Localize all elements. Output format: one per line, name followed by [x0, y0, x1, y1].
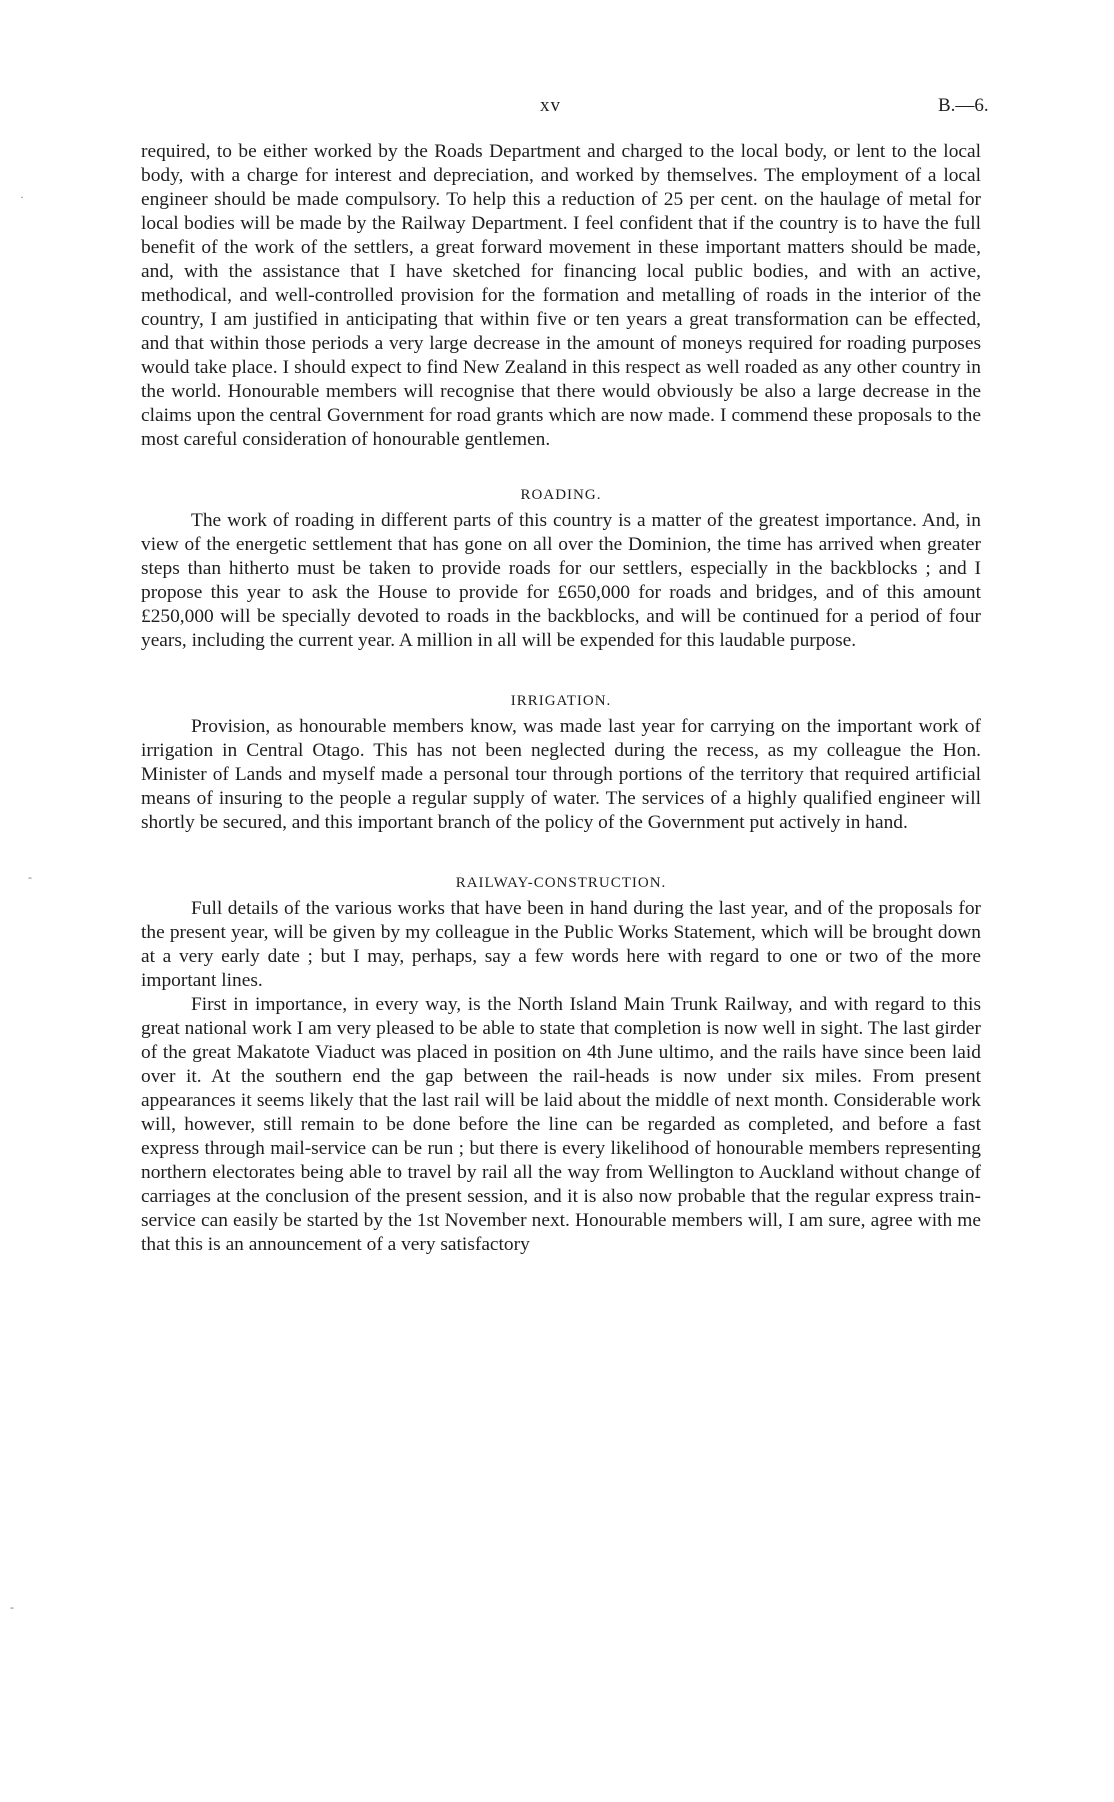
document-body — [141, 140, 981, 1257]
page-header — [0, 95, 1114, 125]
scan-mark: · — [20, 190, 24, 204]
document-reference: B.—6. — [938, 95, 989, 116]
paragraph-railway-details: Full details of the various works that have been in hand during the last year, and of the proposals for the present year, will be given by my colleague in the Public Works Statement, which will be brought down at a very early date ; but I may, perhaps, say a few words here with regard to one or two of the more important lines. — [141, 898, 981, 991]
paragraph-irrigation: Provision, as honourable members know, was made last year for carrying on the important work of irrigation in Central Otago. This has not been neglected during the recess, as my colleague the Hon. Minister of Lands and myself made a personal tour through portions of the territory that required artificial means of insuring to the people a regular supply of water. The services of a highly qualified engineer will shortly be secured, and this important branch of the policy of the Government put actively in hand. — [141, 716, 981, 833]
paragraph-main-trunk: First in importance, in every way, is the North Island Main Trunk Railway, and with regard to this great national work I am very pleased to be able to state that completion is now well in sight. The last girder of the great Makatote Viaduct was placed in position on 4th June ultimo, and the rails have since been laid over it. At the southern end the gap between the rail-heads is now under six miles. From present appearances it seems likely that the last rail will be laid about the middle of next month. Considerable work will, however, still remain to be done before the line can be regarded as completed, and before a fast express through mail-service can be run ; but there is every likelihood of honourable members representing northern electorates being able to travel by rail all the way from Wellington to Auckland without change of carriages at the conclusion of the present session, and it is also now probable that the regular express train-service can easily be started by the 1st November next. Honourable members will, I am sure, agree with me that this is an announcement of a very satisfactory — [141, 994, 981, 1255]
heading-roading: ROADING. — [520, 487, 602, 503]
heading-irrigation: IRRIGATION. — [510, 693, 612, 709]
scan-mark: - — [10, 1600, 14, 1614]
scan-mark: - — [28, 870, 32, 884]
page-number: xv — [540, 95, 561, 116]
paragraph-roading: The work of roading in different parts of this country is a matter of the greatest importance. And, in view of the energetic settlement that has gone on all over the Dominion, the time has arrived when greater steps than hitherto must be taken to provide roads for our settlers, especially in the backblocks ; and I propose this year to ask the House to provide for £650,000 for roads and bridges, and of this amount £250,000 will be specially devoted to roads in the backblocks, and will be continued for a period of four years, including the current year. A million in all will be expended for this laudable purpose. — [141, 510, 981, 651]
heading-railway-construction: RAILWAY-CONSTRUCTION. — [455, 875, 667, 891]
paragraph-continuation: required, to be either worked by the Roads Department and charged to the local body, or lent to the local body, with a charge for interest and depreciation, and worked by themselves. The employment of a local engineer should be made compulsory. To help this a reduction of 25 per cent. on the haulage of metal for local bodies will be made by the Railway Department. I feel confident that if the country is to have the full benefit of the work of the settlers, a great forward movement in these important matters should be made, and, with the assistance that I have sketched for financing local public bodies, and with an active, methodical, and well-controlled provision for the formation and metalling of roads in the interior of the country, I am justified in anticipating that within five or ten years a great transformation can be effected, and that within those periods a very large decrease in the amount of moneys required for roading purposes would take place. I should expect to find New Zealand in this respect as well roaded as any other country in the world. Honourable members will recognise that there would obviously be also a large decrease in the claims upon the central Government for road grants which are now made. I commend these proposals to the most careful consideration of honourable gentlemen. — [141, 141, 981, 450]
